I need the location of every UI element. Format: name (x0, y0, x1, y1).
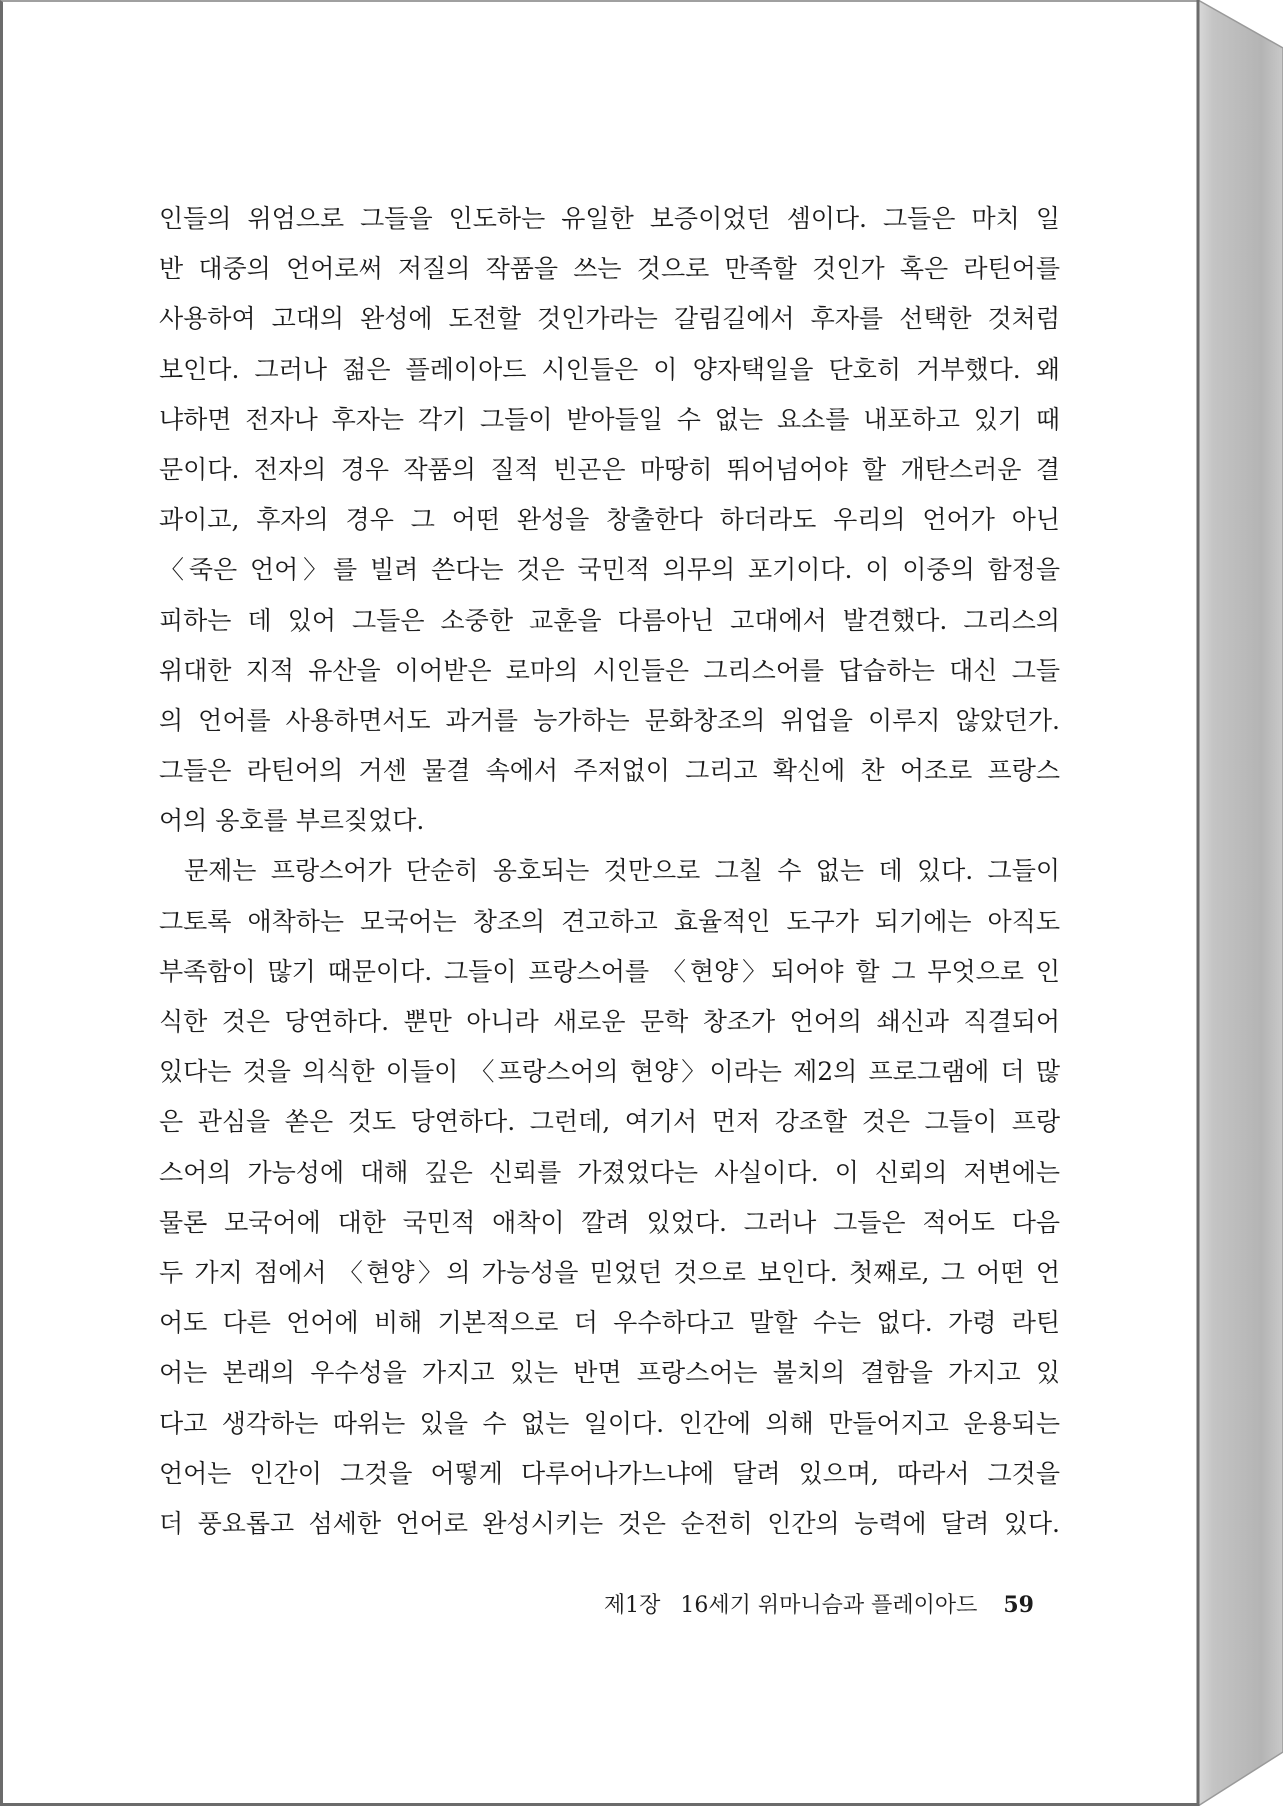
text-line: 어는 본래의 우수성을 가지고 있는 반면 프랑스어는 불치의 결함을 가지고 있 (159, 1358, 1060, 1388)
text-line: 스어의 가능성에 대해 깊은 신뢰를 가졌었다는 사실이다. 이 신뢰의 저변에는 (159, 1157, 1060, 1187)
text-line: 두 가지 점에서 〈현양〉의 가능성을 믿었던 것으로 보인다. 첫째로, 그 어떤 언 (159, 1257, 1060, 1287)
text-line: 반 대중의 언어로써 저질의 작품을 쓰는 것으로 만족할 것인가 혹은 라틴어를 (159, 254, 1060, 284)
text-line: 식한 것은 당연하다. 뿐만 아니라 새로운 문학 창조가 언어의 쇄신과 직결되어 (159, 1007, 1060, 1036)
text-line: 문이다. 전자의 경우 작품의 질적 빈곤은 마땅히 뛰어넘어야 할 개탄스러운 결 (159, 454, 1060, 484)
text-line: 그토록 애착하는 모국어는 창조의 견고하고 효율적인 도구가 되기에는 아직도 (159, 906, 1060, 936)
footer-chapter-title: 16세기 위마니슴과 플레이아드 (680, 1593, 978, 1618)
text-line: 냐하면 전자나 후자는 각기 그들이 받아들일 수 없는 요소를 내포하고 있기 때 (159, 404, 1060, 434)
text-line: 〈죽은 언어〉를 빌려 쓴다는 것은 국민적 의무의 포기이다. 이 이중의 함정을 (159, 555, 1060, 585)
text-line: 은 관심을 쏟은 것도 당연하다. 그런데, 여기서 먼저 강조할 것은 그들이 프랑 (159, 1107, 1060, 1137)
text-line: 과이고, 후자의 경우 그 어떤 완성을 창출한다 하더라도 우리의 언어가 아닌 (159, 505, 1060, 535)
page-number: 59 (1003, 1592, 1034, 1618)
text-line: 어의 옹호를 부르짖었다. (159, 806, 425, 836)
text-line: 언어는 인간이 그것을 어떻게 다루어나가느냐에 달려 있으며, 따라서 그것을 (159, 1458, 1060, 1488)
text-line: 보인다. 그러나 젊은 플레이아드 시인들은 이 양자택일을 단호히 거부했다. 왜 (159, 354, 1060, 384)
text-line: 물론 모국어에 대한 국민적 애착이 깔려 있었다. 그러나 그들은 적어도 다음 (159, 1207, 1060, 1237)
text-line: 문제는 프랑스어가 단순히 옹호되는 것만으로 그칠 수 없는 데 있다. 그들이 (184, 856, 1060, 886)
text-line: 있다는 것을 의식한 이들이 〈프랑스어의 현양〉이라는 제2의 프로그램에 더 많 (159, 1057, 1060, 1087)
text-line: 피하는 데 있어 그들은 소중한 교훈을 다름아닌 고대에서 발견했다. 그리스의 (159, 605, 1060, 635)
text-line: 사용하여 고대의 완성에 도전할 것인가라는 갈림길에서 후자를 선택한 것처럼 (159, 304, 1060, 334)
footer-chapter: 제1장 (603, 1593, 661, 1618)
book-spine-edge (1195, 0, 1283, 1806)
text-line: 위대한 지적 유산을 이어받은 로마의 시인들은 그리스어를 답습하는 대신 그들 (159, 655, 1060, 685)
text-line: 의 언어를 사용하면서도 과거를 능가하는 문화창조의 위업을 이루지 않았던가. (159, 705, 1060, 735)
text-line: 인들의 위엄으로 그들을 인도하는 유일한 보증이었던 셈이다. 그들은 마치 일 (159, 204, 1060, 233)
text-line: 다고 생각하는 따위는 있을 수 없는 일이다. 인간에 의해 만들어지고 운용되는 (159, 1408, 1060, 1438)
text-line: 그들은 라틴어의 거센 물결 속에서 주저없이 그리고 확신에 찬 어조로 프랑스 (159, 756, 1060, 786)
body-text (159, 194, 1060, 1549)
running-footer (604, 1590, 1034, 1621)
text-line: 어도 다른 언어에 비해 기본적으로 더 우수하다고 말할 수는 없다. 가령 라틴 (159, 1308, 1060, 1338)
paragraph-1 (159, 194, 1060, 846)
text-line: 더 풍요롭고 섬세한 언어로 완성시키는 것은 순전히 인간의 능력에 달려 있다. (159, 1508, 1060, 1538)
paragraph-2 (159, 846, 1060, 1549)
text-line: 부족함이 많기 때문이다. 그들이 프랑스어를 〈현양〉되어야 할 그 무엇으로 인 (159, 956, 1060, 986)
